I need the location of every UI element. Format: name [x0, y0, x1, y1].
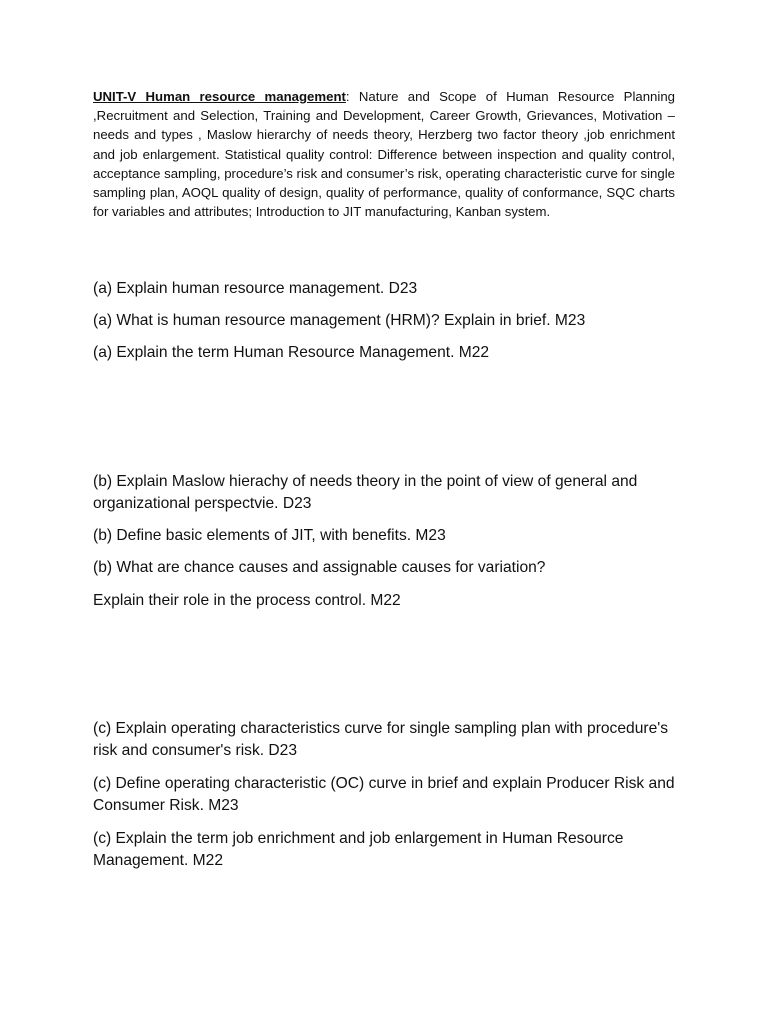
question-c-3: (c) Explain the term job enrichment and job enlargement in Human Resource Management. M22 — [93, 830, 624, 869]
question-c-2: (c) Define operating characteristic (OC) curve in brief and explain Producer Risk and Consumer Risk. M23 — [93, 775, 675, 814]
question-b-3: (b) What are chance causes and assignable causes for variation? — [93, 559, 546, 576]
unit-heading: UNIT-V Human resource management — [93, 89, 346, 104]
question-b-3-continued: Explain their role in the process control. M22 — [93, 592, 401, 609]
question-a-1: (a) Explain human resource management. D23 — [93, 280, 418, 297]
question-a-3: (a) Explain the term Human Resource Management. M22 — [93, 344, 490, 361]
syllabus-text: Nature and Scope of Human Resource Planning ,Recruitment and Selection, Training and Development, Career Growth, Grievances, Motivation – needs and types , Maslow hierarchy of needs theory, Herzberg two factor theory ,job enrichment and job enlargement. Statistical quality control: Difference between inspection and quality control, acceptance sampling, procedure’s risk and consumer’s risk, operating characteristic curve for single sampling plan, AOQL quality of design, quality of performance, quality of conformance, SQC charts for variables and attributes; Introduction to JIT manufacturing, Kanban system. — [93, 89, 675, 220]
syllabus-paragraph — [93, 87, 675, 221]
question-b-2: (b) Define basic elements of JIT, with benefits. M23 — [93, 527, 446, 544]
question-b-1: (b) Explain Maslow hierachy of needs theory in the point of view of general and organizational perspectvie. D23 — [93, 473, 638, 512]
question-a-2: (a) What is human resource management (HRM)? Explain in brief. M23 — [93, 312, 586, 329]
heading-separator: : — [345, 89, 350, 104]
question-c-1: (c) Explain operating characteristics curve for single sampling plan with procedure's risk and consumer's risk. D23 — [93, 720, 669, 759]
